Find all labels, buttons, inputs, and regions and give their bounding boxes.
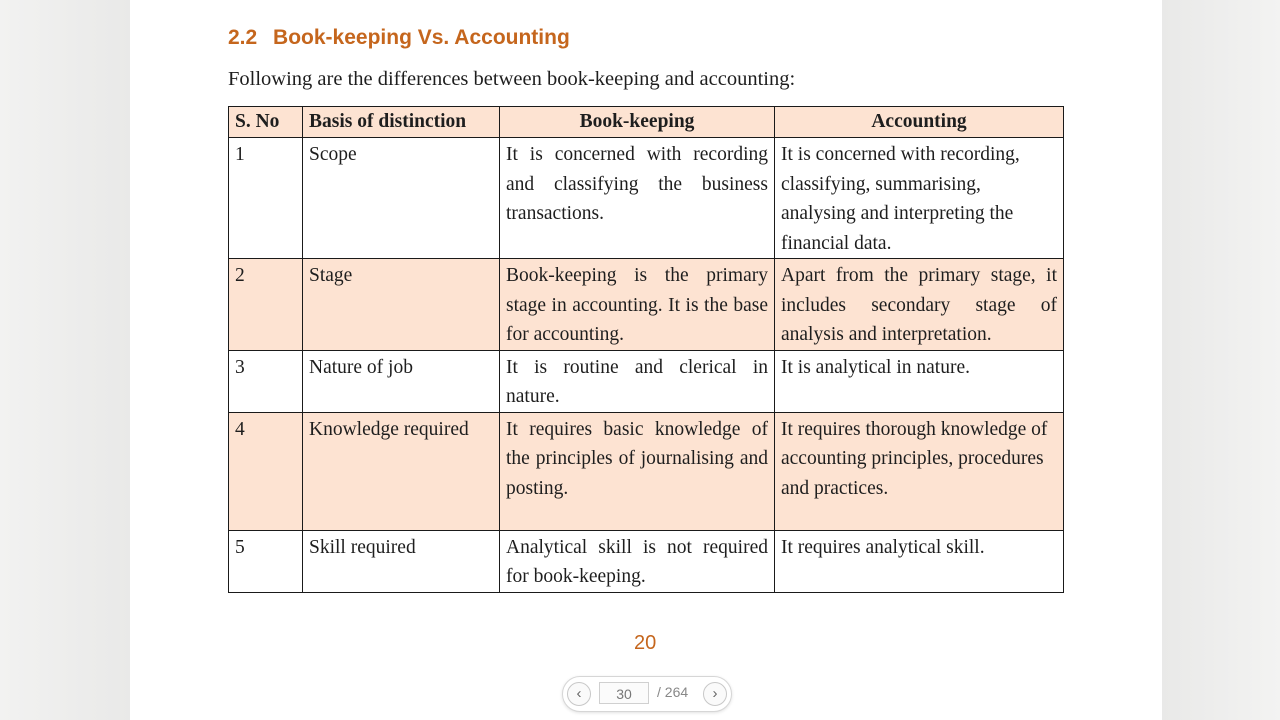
cell-bookkeeping: It requires basic knowledge of the principles of journalising and posting. xyxy=(500,412,775,530)
cell-bookkeeping: Book-keeping is the primary stage in accounting. It is the base for accounting. xyxy=(500,259,775,351)
cell-accounting: It is analytical in nature. xyxy=(775,350,1064,412)
section-heading xyxy=(228,26,570,50)
cell-basis: Knowledge required xyxy=(303,412,500,530)
document-page xyxy=(130,0,1162,720)
cell-basis: Stage xyxy=(303,259,500,351)
cell-basis: Skill required xyxy=(303,530,500,592)
header-basis: Basis of distinction xyxy=(303,107,500,138)
viewer-background-left xyxy=(0,0,130,720)
header-accounting: Accounting xyxy=(775,107,1064,138)
next-page-button[interactable] xyxy=(703,682,727,706)
viewer-background-right xyxy=(1162,0,1280,720)
page-total: / 264 xyxy=(657,684,689,700)
table-row xyxy=(229,530,1064,592)
cell-accounting: It requires thorough knowledge of accounting principles, procedures and practices. xyxy=(775,412,1064,530)
cell-sno: 2 xyxy=(229,259,303,351)
table-row xyxy=(229,350,1064,412)
cell-basis: Scope xyxy=(303,138,500,259)
page-number: 20 xyxy=(634,632,657,654)
chevron-right-icon: › xyxy=(712,685,718,702)
section-title: Book-keeping Vs. Accounting xyxy=(273,26,570,49)
table-row xyxy=(229,412,1064,530)
table-row xyxy=(229,259,1064,351)
prev-page-button[interactable] xyxy=(567,682,591,706)
cell-bookkeeping: Analytical skill is not required for book-keeping. xyxy=(500,530,775,592)
cell-sno: 1 xyxy=(229,138,303,259)
cell-accounting: It requires analytical skill. xyxy=(775,530,1064,592)
chevron-left-icon: ‹ xyxy=(576,685,582,702)
page-input[interactable]: 30 xyxy=(599,682,649,704)
cell-bookkeeping: It is routine and clerical in nature. xyxy=(500,350,775,412)
page-navigator xyxy=(562,676,732,712)
cell-basis: Nature of job xyxy=(303,350,500,412)
section-number: 2.2 xyxy=(228,26,258,49)
cell-accounting: Apart from the primary stage, it includes secondary stage of analysis and interpretation. xyxy=(775,259,1064,351)
table-row xyxy=(229,138,1064,259)
cell-sno: 3 xyxy=(229,350,303,412)
cell-accounting: It is concerned with recording, classifying, summarising, analysing and interpreting the financial data. xyxy=(775,138,1064,259)
header-bookkeeping: Book-keeping xyxy=(500,107,775,138)
cell-bookkeeping: It is concerned with recording and classifying the business transactions. xyxy=(500,138,775,259)
table-header-row xyxy=(229,107,1064,138)
header-sno: S. No xyxy=(229,107,303,138)
intro-paragraph: Following are the differences between book-keeping and accounting: xyxy=(228,68,796,90)
cell-sno: 5 xyxy=(229,530,303,592)
differences-table xyxy=(228,106,1064,593)
cell-sno: 4 xyxy=(229,412,303,530)
